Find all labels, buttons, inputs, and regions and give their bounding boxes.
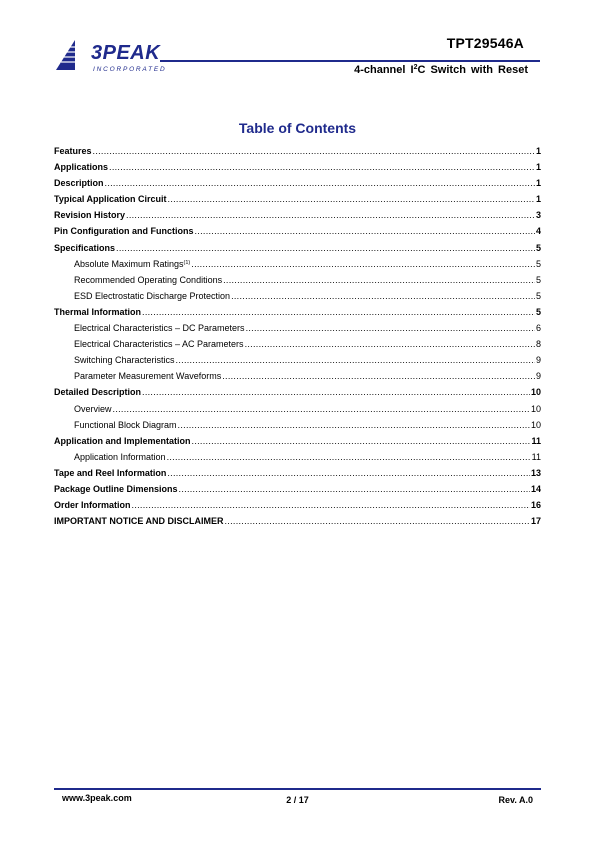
toc-entry[interactable] xyxy=(54,387,541,403)
toc-entry-title: Pin Configuration and Functions xyxy=(54,226,194,237)
toc-entry[interactable] xyxy=(54,436,541,452)
toc-entry-page: 9 xyxy=(535,371,541,382)
toc-leader-dots xyxy=(132,500,530,510)
toc-entry-title: Revision History xyxy=(54,210,126,221)
toc-entry-page: 11 xyxy=(531,435,541,446)
toc-entry[interactable] xyxy=(54,226,541,242)
toc-entry-title: Features xyxy=(54,146,92,156)
toc-entry-page: 17 xyxy=(530,516,541,527)
toc-entry[interactable] xyxy=(54,210,541,226)
toc-entry-title: Recommended Operating Conditions xyxy=(74,274,223,285)
toc-entry[interactable] xyxy=(54,355,541,371)
toc-entry[interactable] xyxy=(54,323,541,339)
toc-entry[interactable] xyxy=(54,162,541,178)
toc-entry[interactable] xyxy=(54,420,541,436)
toc-entry-title: Absolute Maximum Ratings$^{(1)}$ xyxy=(74,258,191,269)
toc-leader-dots xyxy=(109,162,535,172)
toc-leader-dots xyxy=(93,146,535,156)
toc-entry[interactable] xyxy=(54,404,541,420)
toc-leader-dots xyxy=(195,226,535,236)
document-subtitle: 4-channel $I^2C$ Switch with Reset xyxy=(354,64,528,76)
toc-entry-title: Detailed Description xyxy=(54,387,142,398)
toc-entry-title: Thermal Information xyxy=(54,306,142,317)
toc-entry-page: 14 xyxy=(530,483,541,494)
toc-entry[interactable] xyxy=(54,484,541,500)
toc-leader-dots xyxy=(222,371,535,381)
toc-entry[interactable] xyxy=(54,146,541,162)
footer-revision: Rev. A.0 xyxy=(498,795,533,805)
toc-leader-dots xyxy=(116,243,535,253)
toc-entry[interactable] xyxy=(54,500,541,516)
toc-entry-page: 1 xyxy=(535,178,541,189)
toc-entry-title: Typical Application Circuit xyxy=(54,194,167,205)
toc-entry-page: 1 xyxy=(535,162,541,173)
toc-entry[interactable] xyxy=(54,259,541,275)
toc-entry-title: Application and Implementation xyxy=(54,435,191,446)
toc-leader-dots xyxy=(192,436,531,446)
toc-leader-dots xyxy=(191,259,535,269)
toc-entry-page: 5 xyxy=(535,258,541,269)
toc-leader-dots xyxy=(142,307,535,317)
toc-entry-title: Applications xyxy=(54,162,109,173)
toc-entry-page: 5 xyxy=(535,290,541,301)
toc-leader-dots xyxy=(176,355,535,365)
toc-entry-page: 11 xyxy=(531,451,541,462)
toc-entry-page: 6 xyxy=(535,323,541,334)
toc-leader-dots xyxy=(223,275,535,285)
toc-leader-dots xyxy=(126,210,535,220)
toc-entry[interactable] xyxy=(54,516,541,532)
toc-leader-dots xyxy=(245,339,535,349)
toc-entry-page: 10 xyxy=(530,387,541,398)
toc-entry[interactable] xyxy=(54,275,541,291)
toc-entry[interactable] xyxy=(54,243,541,259)
toc-entry-title: Application Information xyxy=(74,451,166,462)
toc-entry-page: 1 xyxy=(535,146,541,156)
toc-entry-page: 16 xyxy=(530,500,541,511)
company-logo xyxy=(55,37,180,77)
footer-rule xyxy=(54,788,541,790)
toc-entry-title: Electrical Characteristics – DC Parameters xyxy=(74,323,245,334)
toc-entry-title: IMPORTANT NOTICE AND DISCLAIMER xyxy=(54,516,224,527)
toc-title: Table of Contents xyxy=(238,120,357,136)
toc-leader-dots xyxy=(246,323,535,333)
toc-leader-dots xyxy=(142,387,530,397)
toc-leader-dots xyxy=(225,516,530,526)
toc-entry-page: 10 xyxy=(530,403,541,414)
toc-leader-dots xyxy=(178,420,530,430)
toc-entry-page: 3 xyxy=(535,210,541,221)
toc-entry-title: Specifications xyxy=(54,242,116,253)
toc-entry-title: Description xyxy=(54,178,104,189)
part-number: TPT29546A xyxy=(446,35,524,51)
logo-wordmark: 3PEAK xyxy=(91,42,161,64)
toc-entry-page: 1 xyxy=(535,194,541,205)
header-rule xyxy=(160,60,540,62)
toc-entry[interactable] xyxy=(54,307,541,323)
toc-entry-title: Overview xyxy=(74,403,112,414)
toc-entry-title: Tape and Reel Information xyxy=(54,467,167,478)
toc-entry[interactable] xyxy=(54,468,541,484)
toc-entry-page: 8 xyxy=(535,339,541,350)
toc-entry-page: 5 xyxy=(535,306,541,317)
toc-entry-page: 5 xyxy=(535,242,541,253)
toc-entry-page: 5 xyxy=(535,274,541,285)
toc-entry-page: 4 xyxy=(535,226,541,237)
toc-entry-title: Switching Characteristics xyxy=(74,355,175,366)
footer-page-number: 2 / 17 xyxy=(286,795,309,805)
toc-leader-dots xyxy=(167,452,531,462)
toc-entry[interactable] xyxy=(54,194,541,210)
toc-leader-dots xyxy=(167,468,530,478)
toc-entry[interactable] xyxy=(54,339,541,355)
toc-entry[interactable] xyxy=(54,291,541,307)
toc-entry[interactable] xyxy=(54,178,541,194)
toc-entry-page: 10 xyxy=(530,419,541,430)
toc-leader-dots xyxy=(179,484,530,494)
toc-leader-dots xyxy=(113,404,530,414)
toc-entry-title: ESD Electrostatic Discharge Protection xyxy=(74,290,231,301)
toc-leader-dots xyxy=(168,194,535,204)
toc-leader-dots xyxy=(231,291,535,301)
footer-website-link[interactable]: www.3peak.com xyxy=(62,793,132,803)
table-of-contents xyxy=(54,146,541,532)
toc-entry-title: Parameter Measurement Waveforms xyxy=(74,371,222,382)
toc-entry[interactable] xyxy=(54,371,541,387)
toc-entry-title: Electrical Characteristics – AC Parameters xyxy=(74,339,244,350)
toc-entry-page: 13 xyxy=(530,467,541,478)
toc-entry-title: Order Information xyxy=(54,500,131,511)
toc-entry[interactable] xyxy=(54,452,541,468)
toc-leader-dots xyxy=(105,178,535,188)
toc-entry-footnote: (1) xyxy=(183,259,191,266)
toc-entry-page: 9 xyxy=(535,355,541,366)
toc-entry-title: Package Outline Dimensions xyxy=(54,483,178,494)
toc-entry-title: Functional Block Diagram xyxy=(74,419,177,430)
logo-tagline: INCORPORATED xyxy=(93,66,167,73)
